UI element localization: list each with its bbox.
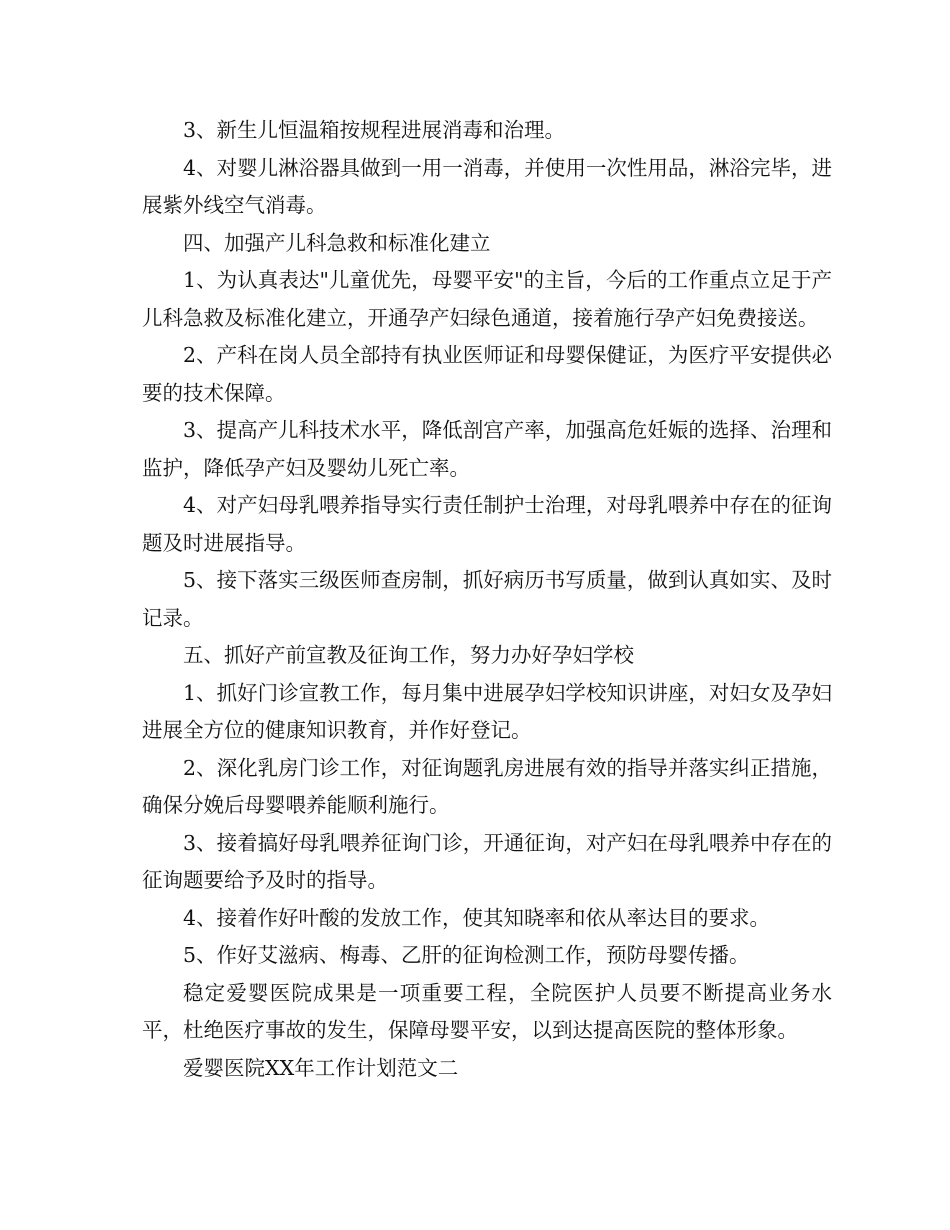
- paragraph-7: 5、接下落实三级医师查房制，抓好病历书写质量，做到认真如实、及时记录。: [142, 568, 832, 630]
- paragraph-3: 1、为认真表达"儿童优先，母婴平安"的主旨，今后的工作重点立足于产儿科急救及标准化建立，开通孕产妇绿色通道，接着施行孕产妇免费接送。: [142, 268, 832, 330]
- paragraph-2: 4、对婴儿淋浴器具做到一用一消毒，并使用一次性用品，淋浴完毕，进展紫外线空气消毒。: [142, 155, 832, 217]
- paragraph-12: 5、作好艾滋病、梅毒、乙肝的征询检测工作，预防母婴传播。: [183, 943, 750, 967]
- conclusion-paragraph: 稳定爱婴医院成果是一项重要工程，全院医护人员要不断提高业务水平，杜绝医疗事故的发生，保障母婴平安，以到达提高医院的整体形象。: [142, 980, 832, 1042]
- paragraph-10: 3、接着搞好母乳喂养征询门诊，开通征询，对产妇在母乳喂养中存在的征询题要给予及时的指导。: [142, 830, 832, 892]
- paragraph-1: 3、新生儿恒温箱按规程进展消毒和治理。: [183, 118, 566, 142]
- paragraph-5: 3、提高产儿科技术水平，降低剖宫产率，加强高危妊娠的选择、治理和监护，降低孕产妇及婴幼儿死亡率。: [142, 418, 832, 480]
- paragraph-9: 2、深化乳房门诊工作，对征询题乳房进展有效的指导并落实纠正措施，确保分娩后母婴喂养能顺利施行。: [142, 755, 832, 817]
- paragraph-6: 4、对产妇母乳喂养指导实行责任制护士治理，对母乳喂养中存在的征询题及时进展指导。: [142, 493, 832, 555]
- section-heading-4: 四、加强产儿科急救和标准化建立: [183, 230, 491, 255]
- next-section-title: 爱婴医院XX年工作计划范文二: [183, 1055, 459, 1080]
- document-body: [142, 112, 832, 1087]
- paragraph-11: 4、接着作好叶酸的发放工作，使其知晓率和依从率达目的要求。: [183, 905, 771, 930]
- paragraph-4: 2、产科在岗人员全部持有执业医师证和母婴保健证，为医疗平安提供必要的技术保障。: [142, 343, 832, 405]
- paragraph-8: 1、抓好门诊宣教工作，每月集中进展孕妇学校知识讲座，对妇女及孕妇进展全方位的健康知识教育，并作好登记。: [142, 680, 832, 742]
- section-heading-5: 五、抓好产前宣教及征询工作，努力办好孕妇学校: [183, 643, 634, 667]
